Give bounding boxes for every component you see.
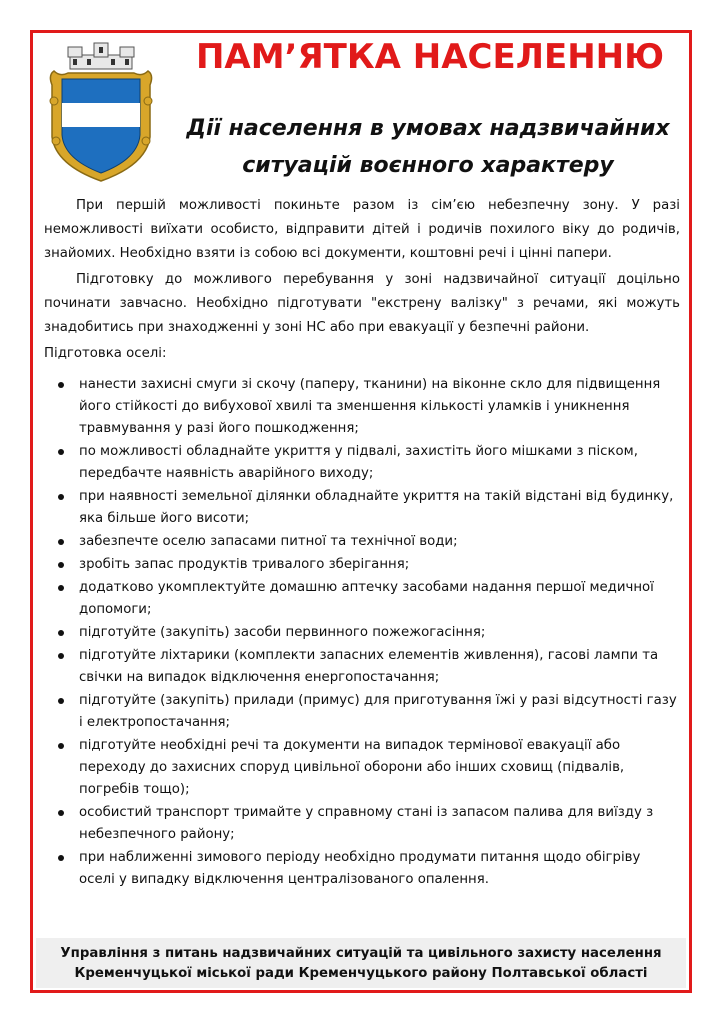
list-item-text: при наближенні зимового періоду необхідно продумати питання щодо обігріву оселі у випадку відключення централізованого опалення. — [79, 850, 641, 887]
page-subtitle — [178, 110, 678, 184]
list-item — [44, 441, 680, 485]
footer-line-1: Управління з питань надзвичайних ситуацій та цивільного захисту населення — [60, 946, 662, 961]
footer-line-2: Кременчуцької міської ради Кременчуцького району Полтавської області — [74, 966, 648, 981]
subtitle-line-2: ситуацій воєнного характеру — [242, 153, 614, 178]
list-label: Підготовка оселі: — [44, 346, 167, 361]
list-item-text: підготуйте (закупіть) прилади (примус) для приготування їжі у разі відсутності газу і електропостачання; — [79, 693, 677, 730]
list-item — [44, 847, 680, 891]
preparation-paragraph: Підготовку до можливого перебування у зоні надзвичайної ситуації доцільно починати завчасно. Необхідно підготувати "екстрену валізку" з речами, які можуть знадобитись при знаходженні у зоні НС або при евакуації у безпечні райони. — [44, 272, 680, 335]
list-item-text: додатково укомплектуйте домашню аптечку засобами надання першої медичної допомоги; — [79, 580, 654, 617]
bullet-icon — [58, 630, 64, 636]
list-item-text: нанести захисні смуги зі скочу (паперу, тканини) на віконне скло для підвищення його стійкості до вибухової хвилі та зменшення кількості уламків і уникнення травмування у разі його пошкодження; — [79, 377, 661, 436]
list-item-text: підготуйте ліхтарики (комплекти запасних елементів живлення), гасові лампи та свічки на випадок відключення енергопостачання; — [79, 648, 659, 685]
intro-paragraph: При першій можливості покиньте разом із сім’єю небезпечну зону. У разі неможливості виїхати особисто, відправити дітей і родичів похилого віку до родичів, знайомих. Необхідно взяти із собою всі документи, коштовні речі і цінні папери. — [44, 198, 680, 261]
bullet-icon — [58, 653, 64, 659]
preparation-list — [44, 374, 680, 891]
bullet-icon — [58, 810, 64, 816]
memo-body — [44, 194, 680, 892]
bullet-icon — [58, 539, 64, 545]
page-title: ПАМ’ЯТКА НАСЕЛЕННЮ — [195, 37, 665, 77]
list-item-text: зробіть запас продуктів тривалого зберігання; — [79, 557, 410, 572]
list-item — [44, 577, 680, 621]
bullet-icon — [58, 449, 64, 455]
bullet-icon — [58, 698, 64, 704]
list-item-text: підготуйте (закупіть) засоби первинного пожежогасіння; — [79, 625, 486, 640]
list-item — [44, 486, 680, 530]
list-item — [44, 554, 680, 576]
bullet-icon — [58, 382, 64, 388]
issuer-footer — [36, 938, 686, 988]
list-item — [44, 735, 680, 801]
list-item — [44, 645, 680, 689]
bullet-icon — [58, 494, 64, 500]
bullet-icon — [58, 855, 64, 861]
bullet-icon — [58, 743, 64, 749]
list-item — [44, 802, 680, 846]
subtitle-line-1: Дії населення в умовах надзвичайних — [186, 116, 670, 141]
bullet-icon — [58, 585, 64, 591]
list-item-text: по можливості обладнайте укриття у підвалі, захистіть його мішками з піском, передбачте наявність аварійного виходу; — [79, 444, 638, 481]
list-item-text: забезпечте оселю запасами питної та технічної води; — [79, 534, 458, 549]
list-item-text: підготуйте необхідні речі та документи на випадок термінової евакуації або переходу до захисних споруд цивільної оборони або інших сховищ (підвалів, погребів тощо); — [79, 738, 625, 797]
list-item — [44, 374, 680, 440]
list-item-text: особистий транспорт тримайте у справному стані із запасом палива для виїзду з небезпечного району; — [79, 805, 654, 842]
list-item-text: при наявності земельної ділянки обладнайте укриття на такій відстані від будинку, яка більше його висоти; — [79, 489, 674, 526]
list-item — [44, 690, 680, 734]
list-item — [44, 622, 680, 644]
bullet-icon — [58, 562, 64, 568]
list-item — [44, 531, 680, 553]
city-coat-of-arms-icon — [46, 41, 156, 183]
